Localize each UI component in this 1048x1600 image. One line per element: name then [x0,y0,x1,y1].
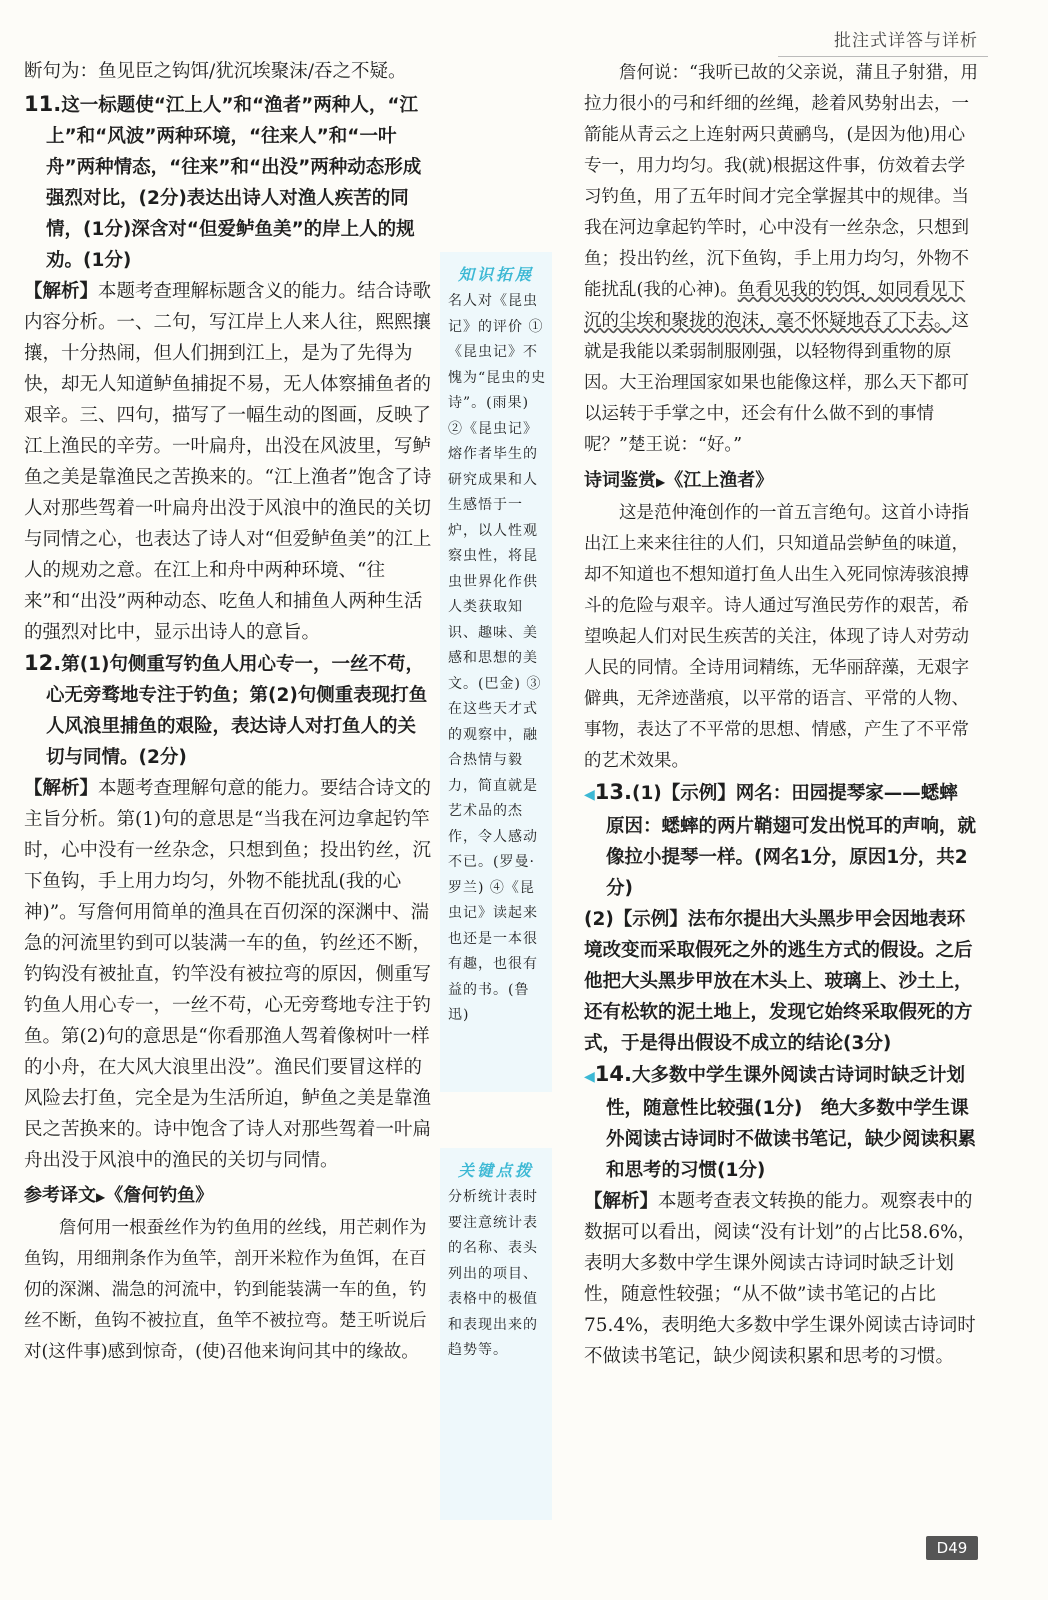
appreciation-arrow-icon: ▶ [656,475,666,489]
q13-number-text: 13. [594,780,632,804]
appreciation-text: 这是范仲淹创作的一首五言绝句。这首小诗指出江上来来往往的人们，只知道品尝鲈鱼的味道，却不知道也不想知道打鱼人出生入死同惊涛骇浪搏斗的危险与艰辛。诗人通过写渔民劳作的艰苦，希望唤起人们对民生疾苦的关注，体现了诗人对劳动人民的同情。全诗用词精练，无华丽辞藻，无艰字僻典，无斧迹凿痕，以平常的语言、平常的人物、事物，表达了不平常的思想、情感，产生了不平常的艺术效果。 [584,503,969,771]
q13-number [584,780,632,804]
sidebar-keypoint [440,1148,552,1520]
question-11 [24,89,434,276]
q14-analysis-text: 本题考查表文转换的能力。观察表中的数据可以看出，阅读“没有计划”的占比58.6%，表明大多数中学生课外阅读古诗词时缺乏计划性，随意性较强；“从不做”读书笔记的占比75.4%，表明绝大多数中学生课外阅读古诗词时不做读书笔记，缺少阅读积累和思考的习惯。 [584,1191,977,1367]
translation-cont-a: 詹何说：“我听已故的父亲说，蒲且子射猎，用拉力很小的弓和纤细的丝绳，趁着风势射出去，一箭能从青云之上连射两只黄鹂鸟，(是因为他)用心专一，用力均匀。我(就)根据这件事，仿效着去学习钓鱼，用了五年时间才完全掌握其中的规律。当我在河边拿起钓竿时，心中没有一丝杂念，只想到鱼；投出钓丝，沉下鱼钩，手上用力均匀，外物不能扰乱(我的心神)。 [584,63,978,300]
translation-heading [24,1180,434,1213]
q14-number [584,1062,632,1086]
sidebar-knowledge-title: 知识拓展 [457,265,534,284]
appreciation-source: 《江上渔者》 [665,470,774,491]
q14-answer: 大多数中学生课外阅读古诗词时缺乏计划性，随意性比较强(1分) 绝大多数中学生课外阅读古诗词时不做读书笔记，缺少阅读积累和思考的习惯(1分) [606,1065,977,1181]
q11-analysis [24,276,434,648]
q14-number-text: 14. [594,1062,632,1086]
page-header: 批注式详答与详析 [834,31,978,51]
q14-analysis [584,1186,980,1372]
appreciation-title: 诗词鉴赏 [584,470,656,491]
translation-text: 詹何用一根蚕丝作为钓鱼用的丝线，用芒刺作为鱼钩，用细荆条作为鱼竿，剖开米粒作为鱼饵，在百仞的深渊、湍急的河流中，钓到能装满一车的鱼，钓丝不断，鱼钩不被拉直，鱼竿不被拉弯。楚王听说后对(这件事)感到惊奇，(使)召他来询问其中的缘故。 [24,1218,427,1362]
question-13 [584,777,980,904]
sidebar-knowledge [440,252,552,1092]
appreciation-heading [584,465,980,498]
q13-part2: (2)【示例】法布尔提出大头黑步甲会因地表环境改变而采取假死之外的逃生方式的假设。之后他把大头黑步甲放在木头上、玻璃上、沙土上，还有松软的泥土地上，发现它始终采取假死的方式，于是得出假设不成立的结论(3分) [584,909,973,1054]
sidebar-keypoint-body: 分析统计表时要注意统计表的名称、表头列出的项目、表格中的极值和表现出来的趋势等。 [448,1189,538,1358]
translation-title: 参考译文 [24,1185,96,1206]
sidebar-knowledge-body: 名人对《昆虫记》的评价 ①《昆虫记》不愧为“昆虫的史诗”。(雨果) ②《昆虫记》熔作者毕生的研究成果和人生感悟于一炉，以人性观察虫性，将昆虫世界化作供人类获取知识、趣味、美感和思想的美文。(巴金) ③在这些天才式的观察中，融合热情与毅力，简直就是艺术品的杰作，令人感动不已。(罗曼·罗兰) ④《昆虫记》读起来也还是一本很有趣，也很有益的书。(鲁迅) [448,293,547,1023]
q14-tag: 【解析】 [584,1191,659,1212]
page-number: D49 [926,1536,978,1560]
question-12 [24,648,434,773]
intro-text: 断句为：鱼见臣之钩饵/犹沉埃聚沫/吞之不疑。 [24,61,407,82]
q12-tag: 【解析】 [24,778,99,799]
left-column [24,56,434,1368]
q13-marker-icon: ◀ [584,787,595,803]
q12-analysis [24,773,434,1176]
header-rule [778,56,988,57]
question-14 [584,1059,980,1186]
q11-tag: 【解析】 [24,281,99,302]
translation-continued [584,58,980,461]
sidebar-keypoint-title: 关键点拨 [457,1161,534,1180]
q12-analysis-text: 本题考查理解句意的能力。要结合诗文的主旨分析。第(1)句的意思是“当我在河边拿起钓竿时，心中没有一丝杂念，只想到鱼；投出钓丝，沉下鱼钩，手上用力均匀，外物不能扰乱(我的心神)”。写詹何用简单的渔具在百仞深的深渊中、湍急的河流里钓到可以装满一车的鱼，钓丝还不断，钓钩没有被扯直，钓竿没有被拉弯的原因，侧重写钓鱼人用心专一，一丝不苟，心无旁骛地专注于钓鱼。第(2)句的意思是“你看那渔人驾着像树叶一样的小舟，在大风大浪里出没”。渔民们要冒这样的风险去打鱼，完全是为生活所迫，鲈鱼之美是靠渔民之苦换来的。诗中饱含了诗人对那些驾着一叶扁舟出没于风浪中的渔民的关切与同情。 [24,778,432,1171]
q11-analysis-text: 本题考查理解标题含义的能力。结合诗歌内容分析。一、二句，写江岸上人来人往，熙熙攘攘，十分热闹，但人们拥到江上，是为了先得为快，却无人知道鲈鱼捕捉不易，无人体察捕鱼者的艰辛。三、四句，描写了一幅生动的图画，反映了江上渔民的辛劳。一叶扁舟，出没在风波里，写鲈鱼之美是靠渔民之苦换来的。“江上渔者”饱含了诗人对那些驾着一叶扁舟出没于风浪中的渔民的关切与同情之心，也表达了诗人对“但爱鲈鱼美”的江上人的规劝之意。在江上和舟中两种环境、“往来”和“出没”两种动态、吃鱼人和捕鱼人两种生活的强烈对比中，显示出诗人的意旨。 [24,281,432,643]
q11-answer: 这一标题使“江上人”和“渔者”两种人，“江上”和“风波”两种环境，“往来人”和“一叶舟”两种情态，“往来”和“出没”两种动态形成强烈对比，(2分)表达出诗人对渔人疾苦的同情，(1分)深含对“但爱鲈鱼美”的岸上人的规劝。(1分) [46,95,422,271]
q11-number: 11. [24,92,62,116]
translation-arrow-icon: ▶ [96,1190,106,1204]
q12-answer: 第(1)句侧重写钓鱼人用心专一，一丝不苟，心无旁骛地专注于钓鱼；第(2)句侧重表现打鱼人风浪里捕鱼的艰险，表达诗人对打鱼人的关切与同情。(2分) [46,654,428,768]
q14-marker-icon: ◀ [584,1069,595,1085]
translation-underlined: 鱼看见我的钓饵，如同看见下沉的尘埃和聚拢的泡沫，毫不怀疑地吞了下去。 [584,280,966,331]
translation-cont-b: 这就是我能以柔弱制服刚强，以轻物得到重物的原因。大王治理国家如果也能像这样，那么天下都可以运转于手掌之中，还会有什么做不到的事情呢？”楚王说：“好。” [584,311,969,455]
right-column [584,58,980,1372]
q12-number: 12. [24,651,62,675]
translation-source: 《詹何钓鱼》 [105,1185,214,1206]
q13-part1: (1)【示例】网名：田园提琴家——蟋蟀 原因：蟋蟀的两片鞘翅可发出悦耳的声响，就像拉小提琴一样。(网名1分，原因1分，共2分) [606,783,977,899]
